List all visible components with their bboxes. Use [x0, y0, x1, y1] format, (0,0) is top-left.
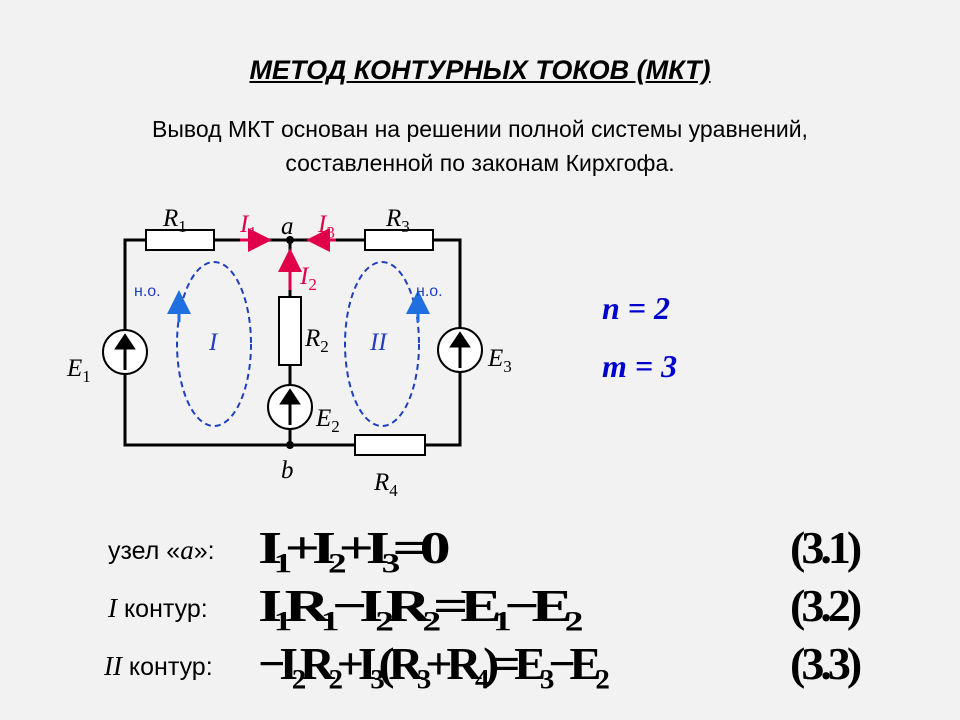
resistor-r3	[365, 230, 433, 250]
subtitle-line-1: Вывод МКТ основан на решении полной системы уравнений,	[152, 116, 808, 142]
source-e1	[103, 330, 147, 374]
label-r2: $R_2$	[305, 325, 329, 356]
equation-label: II контур:	[104, 651, 213, 681]
equation-body: −I₂R₂+I₃(R₃+R₄)=E₃−E₂	[258, 638, 604, 689]
node-b-dot	[286, 441, 294, 449]
equation-body: I₁R₁−I₂R₂=E₁−E₂	[258, 580, 576, 631]
equation-number: (3.3)	[790, 638, 859, 689]
resistor-r2	[279, 297, 301, 365]
label-e1: $E_1$	[67, 355, 91, 386]
label-r3: $R_3$	[386, 205, 410, 236]
label-r1: $R_1$	[163, 205, 187, 236]
param-n: n = 2	[602, 290, 671, 326]
equation-label: I контур:	[108, 593, 208, 623]
label-loop-ii: II	[370, 329, 387, 356]
page-title: МЕТОД КОНТУРНЫХ ТОКОВ (МКТ)	[249, 55, 711, 85]
label-i1: $I_1$	[240, 211, 257, 242]
label-loop-i: I	[209, 329, 218, 356]
label-i2: $I_2$	[300, 263, 317, 294]
source-e3	[438, 328, 482, 372]
equation-body: I₁+I₂+I₃=0	[258, 522, 443, 573]
label-i3: $I_3$	[318, 211, 335, 242]
source-e2	[268, 385, 312, 429]
equation-row	[0, 522, 960, 575]
circuit-diagram	[0, 195, 560, 515]
equation-label: узел «a»:	[108, 535, 215, 565]
label-loop-i-direction: н.о.	[134, 283, 161, 300]
label-r4: $R_4$	[374, 469, 398, 500]
label-loop-ii-direction: н.о.	[416, 283, 443, 300]
equation-number: (3.1)	[790, 522, 859, 573]
label-node-a: a	[281, 213, 294, 240]
subtitle	[40, 112, 920, 180]
label-e2: $E_2$	[316, 405, 340, 436]
label-e3: $E_3$	[488, 345, 512, 376]
subtitle-line-2: составленной по законам Кирхгофа.	[285, 150, 675, 176]
equation-number: (3.2)	[790, 580, 859, 631]
label-node-b: b	[281, 457, 294, 484]
equation-row	[0, 580, 960, 633]
param-m: m = 3	[602, 348, 678, 384]
equation-row	[0, 638, 960, 691]
resistor-r4	[355, 435, 425, 455]
